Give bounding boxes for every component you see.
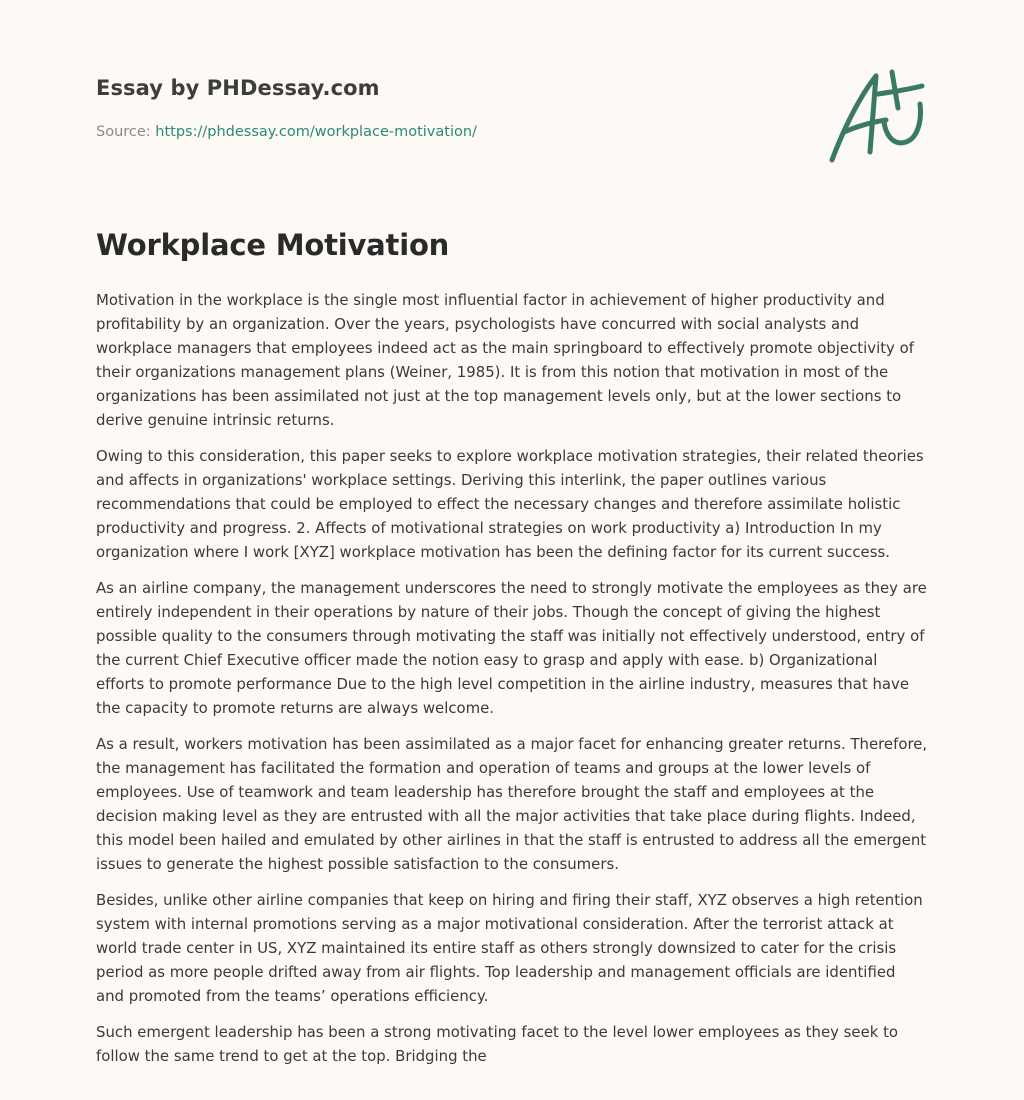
essay-paragraph: As a result, workers motivation has been assimilated as a major facet for enhancing greater returns. Therefore, the management has facilitated the formation and operation of teams and groups at the lower levels of employees. Use of teamwork and team leadership has therefore brought the staff and employees at the decision making level as they are entrusted with all the major activities that take place during flights. Indeed, this model been hailed and emulated by other airlines in that the staff is entrusted to address all the emergent issues to generate the highest possible satisfaction to the consumers. — [96, 735, 928, 873]
page-header — [96, 0, 928, 200]
source-link[interactable]: https://phdessay.com/workplace-motivation/ — [155, 124, 477, 140]
essay-paragraph: As an airline company, the management underscores the need to strongly motivate the employees as they are entirely independent in their operations by nature of their jobs. Though the concept of giving the highest possible quality to the consumers through motivating the staff was initially not effectively understood, entry of the current Chief Executive officer made the notion easy to grasp and apply with ease. b) Organizational efforts to promote performance Due to the high level competition in the airline industry, measures that have the capacity to promote returns are always welcome. — [96, 579, 927, 717]
essay-title: Workplace Motivation — [96, 228, 450, 262]
essay-paragraph: Motivation in the workplace is the single most influential factor in achievement of higher productivity and profitability by an organization. Over the years, psychologists have concurred with social analysts and workplace managers that employees indeed act as the main springboard to effectively promote objectivity of their organizations management plans (Weiner, 1985). It is from this notion that motivation in most of the organizations has been assimilated not just at the top management levels only, but at the lower sections to derive genuine intrinsic returns. — [96, 291, 914, 429]
essay-paragraph: Besides, unlike other airline companies that keep on hiring and firing their staff, XYZ observes a high retention system with internal promotions serving as a major motivational consideration. After the terrorist attack at world trade center in US, XYZ maintained its entire staff as others strongly downsized to cater for the crisis period as more people drifted away from air flights. Top leadership and management officials are identified and promoted from the teams’ operations efficiency. — [96, 891, 923, 1005]
brand-title: Essay by PHDessay.com — [96, 76, 380, 100]
essay-body — [96, 288, 928, 1068]
a-plus-logo-icon — [826, 66, 930, 166]
source-label: Source: — [96, 124, 151, 140]
essay-paragraph: Owing to this consideration, this paper seeks to explore workplace motivation strategies, their related theories and affects in organizations' workplace settings. Deriving this interlink, the paper outlines various recommendations that could be employed to effect the necessary changes and therefore assimilate holistic productivity and progress. 2. Affects of motivational strategies on work productivity a) Introduction In my organization where I work [XYZ] workplace motivation has been the defining factor for its current success. — [96, 447, 924, 561]
source-line — [96, 124, 477, 140]
essay-paragraph: Such emergent leadership has been a strong motivating facet to the level lower employees as they seek to follow the same trend to get at the top. Bridging the — [96, 1023, 899, 1065]
